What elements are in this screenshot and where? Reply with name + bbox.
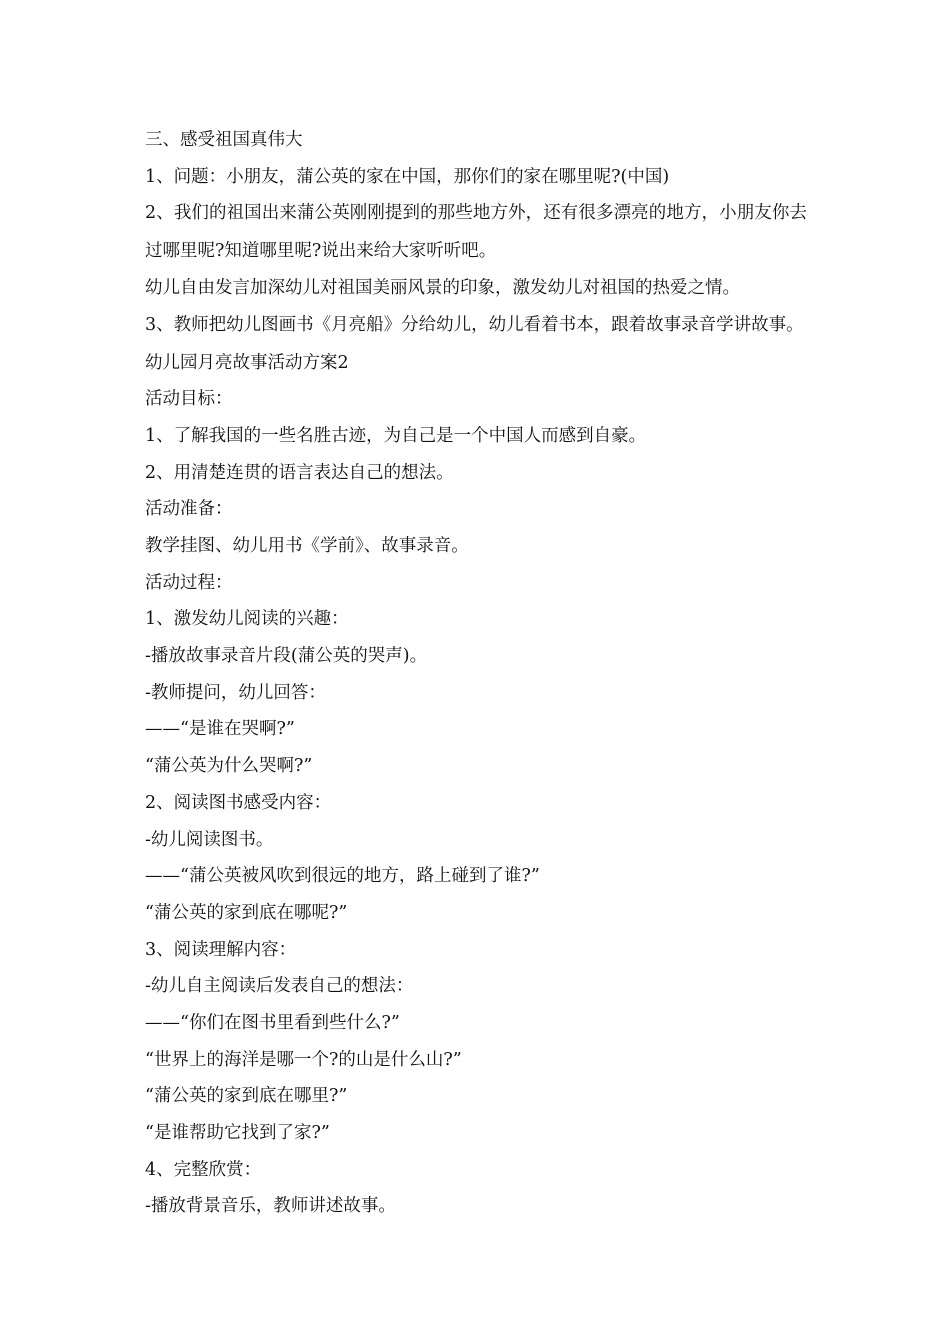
paragraph: 1、了解我国的一些名胜古迹，为自己是一个中国人而感到自豪。 — [145, 425, 647, 446]
paragraph: 2、我们的祖国出来蒲公英刚刚提到的那些地方外，还有很多漂亮的地方，小朋友你去过哪里呢?知道哪里呢?说出来给大家听听吧。 — [145, 203, 807, 261]
section-heading: 活动过程： — [145, 572, 233, 593]
section-heading: 活动准备： — [145, 499, 233, 520]
quote-line: “是谁帮助它找到了家?” — [145, 1123, 330, 1143]
quote-line: “蒲公英的家到底在哪里?” — [145, 1086, 348, 1107]
list-item: -教师提问，幼儿回答： — [145, 682, 326, 703]
paragraph: 2、用清楚连贯的语言表达自己的想法。 — [145, 462, 454, 483]
section-heading: 三、感受祖国真伟大 — [145, 130, 303, 150]
paragraph: 3、教师把幼儿图画书《月亮船》分给幼儿，幼儿看着书本，跟着故事录音学讲故事。 — [145, 315, 804, 336]
quote-line: “蒲公英的家到底在哪呢?” — [145, 902, 348, 923]
step-heading: 3、阅读理解内容： — [145, 939, 297, 960]
paragraph: 教学挂图、幼儿用书《学前》、故事录音。 — [145, 536, 469, 556]
step-heading: 4、完整欣赏： — [145, 1159, 262, 1180]
section-heading: 活动目标： — [145, 389, 233, 410]
quote-line: “蒲公英为什么哭啊?” — [145, 756, 313, 777]
quote-line: “世界上的海洋是哪一个?的山是什么山?” — [145, 1049, 462, 1070]
list-item: -播放故事录音片段(蒲公英的哭声)。 — [145, 646, 428, 667]
quote-line: ——“是谁在哭啊?” — [145, 719, 295, 740]
document-body — [145, 122, 807, 1225]
list-item: -幼儿阅读图书。 — [145, 829, 274, 850]
step-heading: 2、阅读图书感受内容： — [145, 792, 332, 813]
list-item: -播放背景音乐，教师讲述故事。 — [145, 1196, 396, 1217]
document-title: 幼儿园月亮故事活动方案2 — [145, 352, 349, 373]
quote-line: ——“蒲公英被风吹到很远的地方，路上碰到了谁?” — [145, 866, 540, 887]
paragraph: 幼儿自由发言加深幼儿对祖国美丽风景的印象，激发幼儿对祖国的热爱之情。 — [145, 278, 740, 299]
step-heading: 1、激发幼儿阅读的兴趣： — [145, 609, 349, 630]
list-item: -幼儿自主阅读后发表自己的想法： — [145, 976, 414, 997]
paragraph: 1、问题：小朋友，蒲公英的家在中国，那你们的家在哪里呢?(中国) — [145, 166, 670, 187]
quote-line: ——“你们在图书里看到些什么?” — [145, 1012, 400, 1033]
